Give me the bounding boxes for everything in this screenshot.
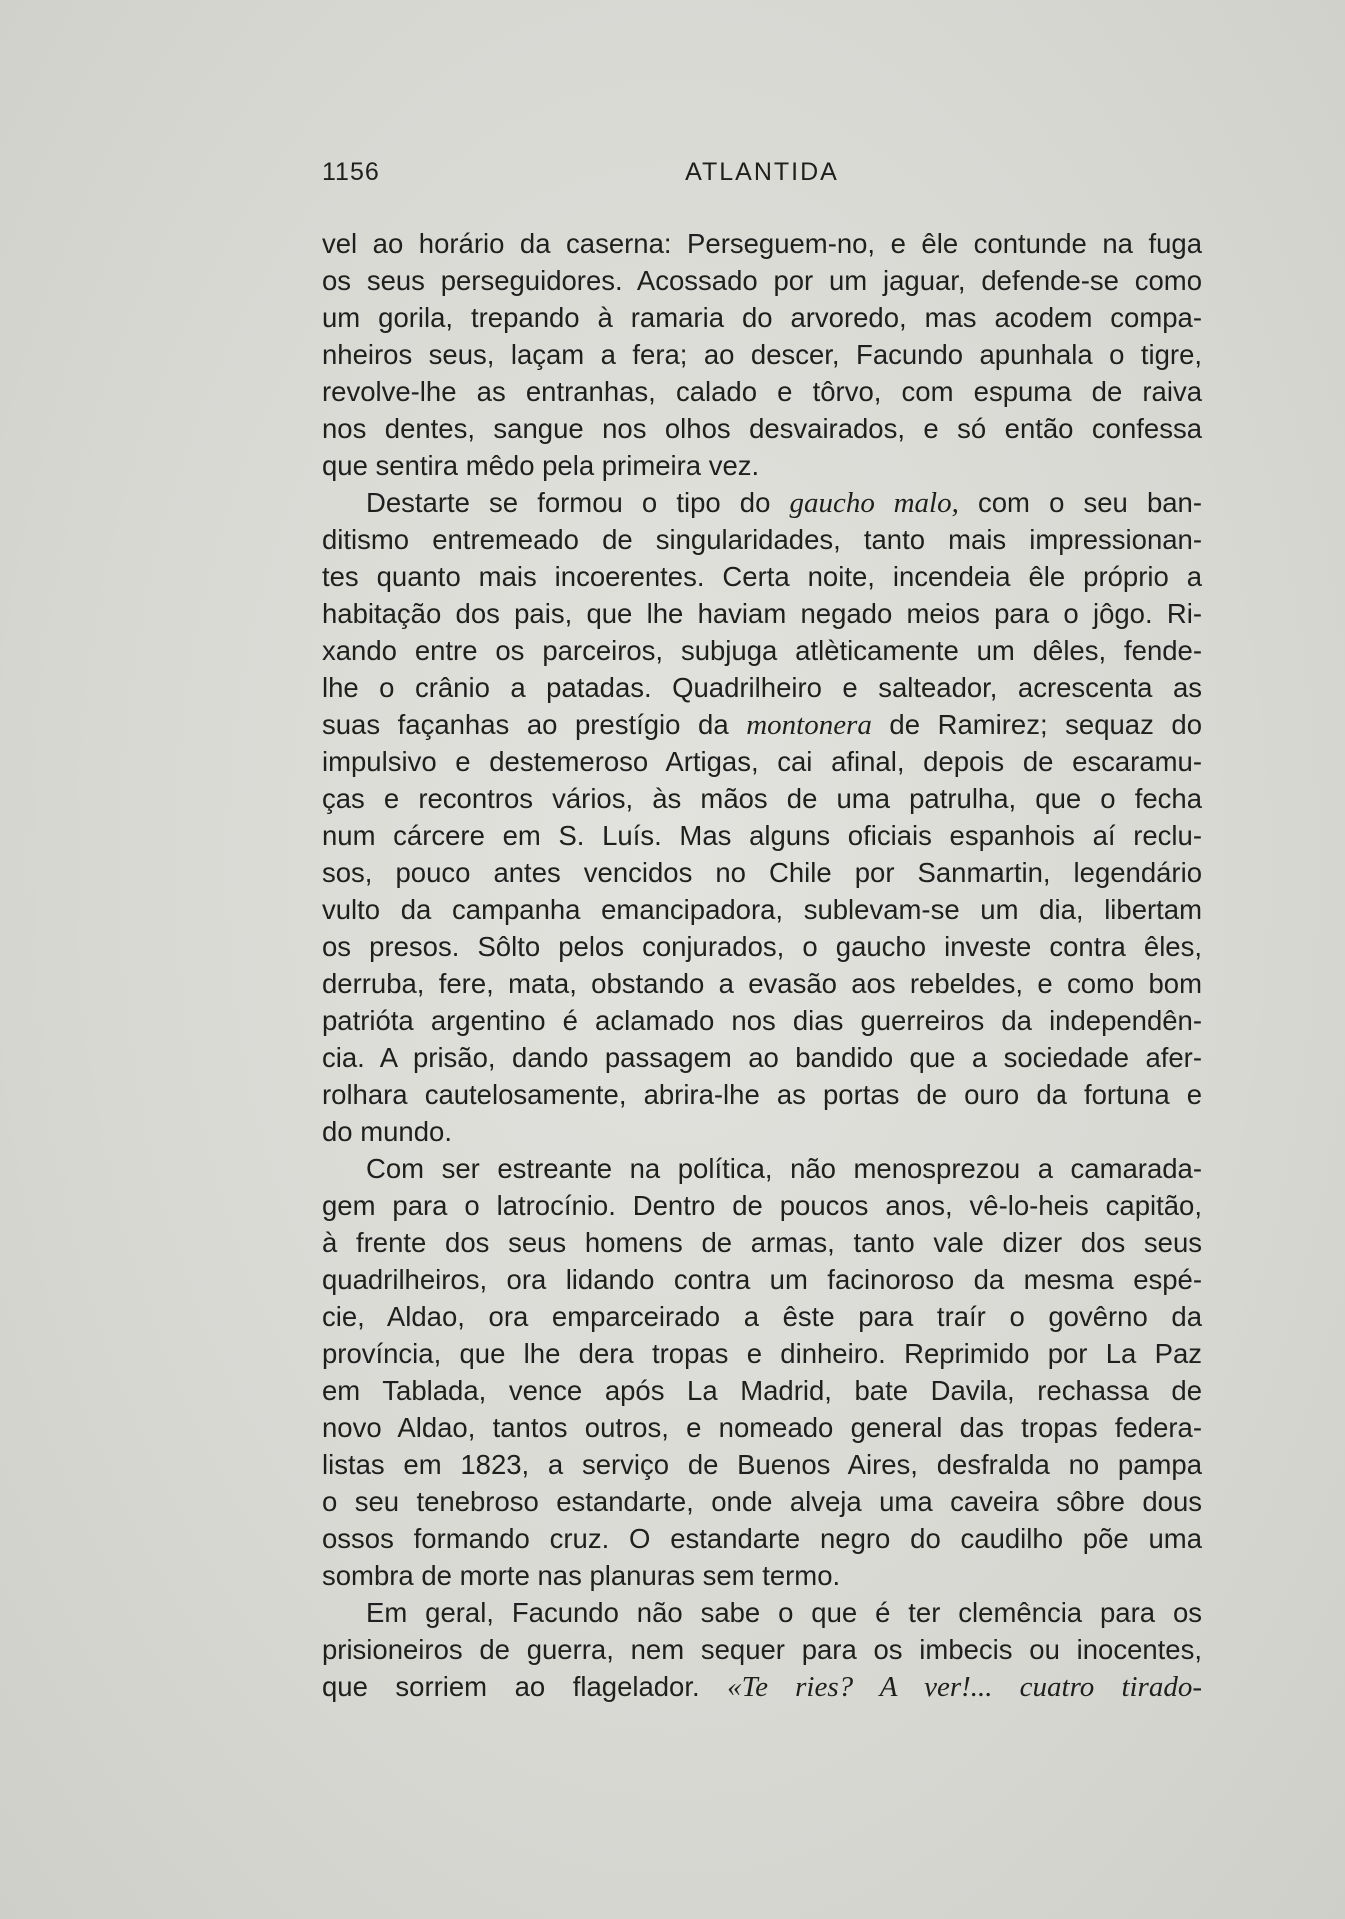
text-line: ças e recontros vários, às mãos de uma patrulha, que o fecha [322, 783, 1202, 814]
text-line [322, 706, 1202, 743]
text-line: revolve-lhe as entranhas, calado e tôrvo, com espuma de raiva [322, 376, 1202, 407]
text-line: ditismo entremeado de singularidades, tanto mais impressionan- [322, 524, 1202, 555]
text-line: patrióta argentino é aclamado nos dias guerreiros da independên- [322, 1005, 1202, 1036]
text-line: gem para o latrocínio. Dentro de poucos anos, vê-lo-heis capitão, [322, 1190, 1202, 1221]
text-line: cia. A prisão, dando passagem ao bandido que a sociedade afer- [322, 1042, 1202, 1073]
text-line: ossos formando cruz. O estandarte negro do caudilho põe uma [322, 1523, 1202, 1554]
text-line: à frente dos seus homens de armas, tanto vale dizer dos seus [322, 1227, 1202, 1258]
text-line: em Tablada, vence após La Madrid, bate Davila, rechassa de [322, 1375, 1202, 1406]
text-line [322, 1668, 1202, 1705]
text-line: província, que lhe dera tropas e dinheiro. Reprimido por La Paz [322, 1338, 1202, 1369]
text-line: listas em 1823, a serviço de Buenos Aires, desfralda no pampa [322, 1449, 1202, 1480]
text-line: vulto da campanha emancipadora, sublevam-se um dia, libertam [322, 894, 1202, 925]
text-line: vel ao horário da caserna: Perseguem-no, e êle contunde na fuga [322, 228, 1202, 259]
text-line [322, 484, 1202, 521]
text-segment: Destarte se formou o tipo do [366, 487, 790, 518]
text-segment: suas façanhas ao prestígio da [322, 709, 747, 740]
text-line: o seu tenebroso estandarte, onde alveja uma caveira sôbre dous [322, 1486, 1202, 1517]
italic-segment: «Te ries? A ver!... cuatro tirado- [727, 1671, 1203, 1703]
text-line: impulsivo e destemeroso Artigas, cai afinal, depois de escaramu- [322, 746, 1202, 777]
text-line: novo Aldao, tantos outros, e nomeado general das tropas federa- [322, 1412, 1202, 1443]
italic-segment: gaucho malo, [789, 487, 959, 519]
text-line: num cárcere em S. Luís. Mas alguns oficiais espanhois aí reclu- [322, 820, 1202, 851]
text-segment: de Ramirez; sequaz do [871, 709, 1202, 740]
italic-segment: montonera [746, 709, 872, 741]
text-line: nos dentes, sangue nos olhos desvairados, e só então confessa [322, 413, 1202, 444]
text-line: habitação dos pais, que lhe haviam negado meios para o jôgo. Ri- [322, 598, 1202, 629]
page-number: 1156 [322, 158, 380, 186]
text-line: rolhara cautelosamente, abrira-lhe as portas de ouro da fortuna e [322, 1079, 1202, 1110]
text-line: sos, pouco antes vencidos no Chile por Sanmartin, legendário [322, 857, 1202, 888]
text-segment: com o seu ban- [958, 487, 1202, 518]
body-text [322, 225, 1202, 1705]
text-line: os seus perseguidores. Acossado por um jaguar, defende-se como [322, 265, 1202, 296]
text-line: do mundo. [322, 1116, 452, 1147]
text-line: prisioneiros de guerra, nem sequer para os imbecis ou inocentes, [322, 1634, 1202, 1665]
text-line: Com ser estreante na política, não menosprezou a camarada- [366, 1153, 1202, 1184]
text-line: xando entre os parceiros, subjuga atlèticamente um dêles, fende- [322, 635, 1202, 666]
text-line: quadrilheiros, ora lidando contra um facinoroso da mesma espé- [322, 1264, 1202, 1295]
text-line: cie, Aldao, ora emparceirado a êste para traír o govêrno da [322, 1301, 1202, 1332]
text-line: nheiros seus, laçam a fera; ao descer, Facundo apunhala o tigre, [322, 339, 1202, 370]
text-line: os presos. Sôlto pelos conjurados, o gaucho investe contra êles, [322, 931, 1202, 962]
text-line: lhe o crânio a patadas. Quadrilheiro e salteador, acrescenta as [322, 672, 1202, 703]
text-segment: que sorriem ao flagelador. [322, 1671, 728, 1702]
text-line: sombra de morte nas planuras sem termo. [322, 1560, 841, 1591]
text-line: tes quanto mais incoerentes. Certa noite, incendeia êle próprio a [322, 561, 1202, 592]
running-head: ATLANTIDA [685, 158, 839, 186]
text-line: um gorila, trepando à ramaria do arvoredo, mas acodem compa- [322, 302, 1202, 333]
text-line: derruba, fere, mata, obstando a evasão aos rebeldes, e como bom [322, 968, 1202, 999]
page-header [322, 158, 1202, 190]
text-line: que sentira mêdo pela primeira vez. [322, 450, 760, 481]
text-line: Em geral, Facundo não sabe o que é ter clemência para os [366, 1597, 1202, 1628]
